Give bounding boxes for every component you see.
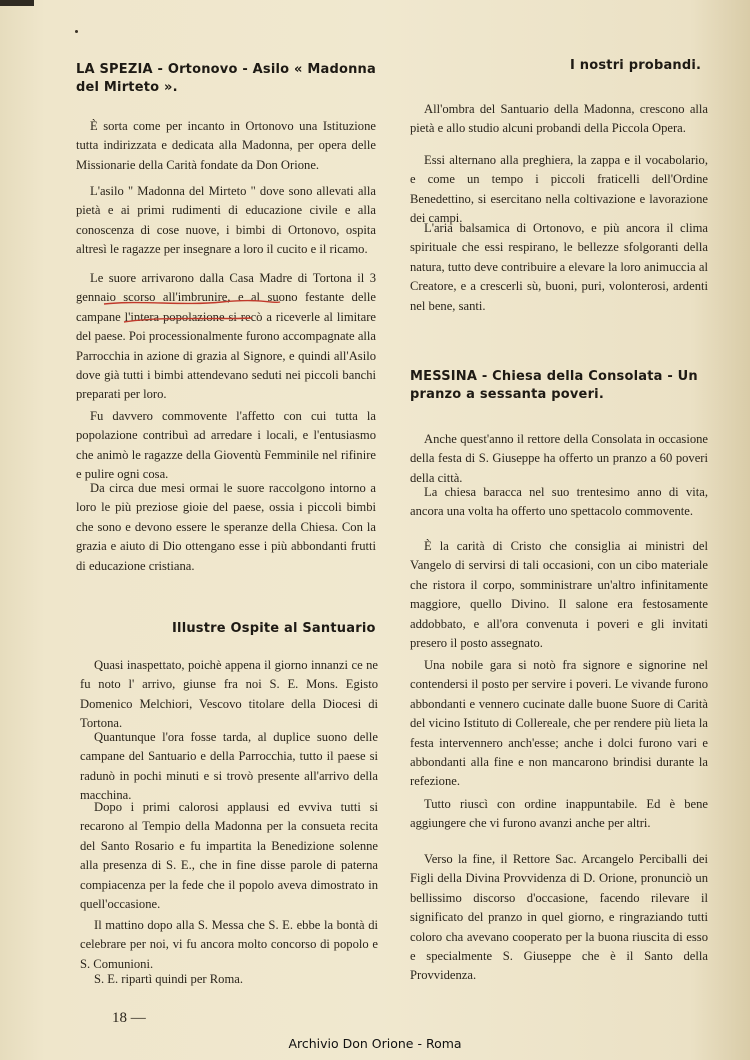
heading-messina: MESSINA - Chiesa della Consolata - Un pranzo a sessanta poveri. [410, 369, 698, 402]
paragraph: All'ombra del Santuario della Madonna, crescono alla pietà e allo studio alcuni probandi della Piccola Opera. [410, 102, 708, 136]
paragraph: Anche quest'anno il rettore della Consolata in occasione della festa di S. Giuseppe ha offerto un pranzo a 60 poveri della città. [410, 432, 708, 485]
paragraph: Tutto riuscì con ordine inappuntabile. Ed è bene aggiungere che vi furono avanzi anche per altri. [410, 797, 708, 831]
heading-nostri-probandi: I nostri probandi. [570, 58, 702, 73]
archive-footer: Archivio Don Orione - Roma [288, 1036, 462, 1051]
paragraph: Da circa due mesi ormai le suore raccolgono intorno a loro le più preziose gioie del paese, ossia i piccoli bimbi che sono e devono essere le speranze della Chiesa. Con la grazia e aiuto di Dio ottengano esse i più abbondanti frutti di educazione cristiana. [76, 481, 376, 573]
page-number: 18 — [112, 1010, 146, 1026]
paragraph: Quantunque l'ora fosse tarda, al duplice suono delle campane del Santuario e della Parrocchia, tutto il paese si radunò in pochi minuti e si trovò presente all'arrivo della macchina. [80, 730, 378, 803]
paragraph: Quasi inaspettato, poichè appena il giorno innanzi ce ne fu noto l' arrivo, giunse fra noi S. E. Mons. Egisto Domenico Melchiori, Vescovo titolare della Diocesi di Tortona. [80, 658, 378, 731]
paragraph: L'aria balsamica di Ortonovo, e più ancora il clima spirituale che essi respirano, le bellezze sfolgoranti della natura, tutto deve contribuire a elevare la loro animuccia al Creatore, e a crescerli sù, buoni, puri, volonterosi, ardenti nel bene, santi. [410, 221, 708, 313]
paragraph: La chiesa baracca nel suo trentesimo anno di vita, ancora una volta ha offerto uno spettacolo commovente. [410, 485, 708, 519]
paragraph: Le suore arrivarono dalla Casa Madre di Tortona il 3 gennaio scorso all'imbrunire, e al suono festante delle campane l'intera popolazione si recò a riceverle al limitare del paese. Poi processionalmente furono accompagnate alla Parrocchia in azione di grazia al Signore, e quindi all'Asilo dove già tutti i bimbi attendevano seduti nei piccoli banchi preparati per loro. [76, 271, 376, 402]
paragraph: Il mattino dopo alla S. Messa che S. E. ebbe la bontà di celebrare per noi, vi fu ancora molto concorso di popolo e S. Comunioni. [80, 918, 378, 971]
ink-dot [75, 30, 78, 33]
red-annotation-underline [102, 298, 282, 324]
heading-illustre-ospite: Illustre Ospite al Santuario [172, 621, 376, 636]
paragraph: È sorta come per incanto in Ortonovo una Istituzione tutta indirizzata e dedicata alla Madonna, per opera delle Missionarie della Carità fondate da Don Orione. [76, 119, 376, 172]
paragraph: È la carità di Cristo che consiglia ai ministri del Vangelo di servirsi di tali occasioni, con un cibo materiale che ristora il corpo, somministrare un'altro infinitamente maggiore, quello Divino. Il salone era festosamente addobbato, e all'ora convenuta i poveri e gli invitati presero il posto assegnato. [410, 539, 708, 651]
paragraph: Verso la fine, il Rettore Sac. Arcangelo Perciballi dei Figli della Divina Provvidenza di D. Orione, pronunciò un bellissimo discorso d'occasione, facendo rilevare il significato del pranzo in quel giorno, e ringraziando tutti coloro cha avevano cooperato per la buona riuscita di esso e specialmente S. Giuseppe che è il Santo della Provvidenza. [410, 852, 708, 983]
paragraph: Una nobile gara si notò fra signore e signorine nel contendersi il posto per servire i poveri. Le vivande furono abbondanti e vennero cucinate dalle buone Suore di Carità del vicino Istituto di Collereale, che per rendere più lieta la festa intervennero anch'esse; anche i dolci furono vari e abbondanti alla fine e non mancarono brindisi durante la refezione. [410, 658, 708, 789]
paragraph: L'asilo " Madonna del Mirteto " dove sono allevati alla pietà e ai primi rudimenti di educazione civile e alla conoscenza di cose nuove, i bimbi di Ortonovo, ospita altresì le ragazze per insegnare a loro il cucito e il ricamo. [76, 184, 376, 257]
paragraph: Fu davvero commovente l'affetto con cui tutta la popolazione contribuì ad arredare i locali, e l'entusiasmo che animò le ragazze della Gioventù Femminile nel rifinire e pulire ogni cosa. [76, 409, 376, 482]
paragraph: S. E. ripartì quindi per Roma. [94, 972, 244, 986]
heading-la-spezia: LA SPEZIA - Ortonovo - Asilo « Madonna del Mirteto ». [76, 62, 376, 95]
page-corner-mark [0, 0, 34, 6]
paragraph: Dopo i primi calorosi applausi ed evviva tutti si recarono al Tempio della Madonna per la consueta recita del Santo Rosario e fu impartita la Benedizione solenne alla presenza di S. E., che in fine disse parole di paterna compiacenza per la fede che il popolo aveva dimostrato in quell'occasione. [80, 800, 378, 912]
paragraph: Essi alternano alla preghiera, la zappa e il vocabolario, e come un tempo i piccoli fraticelli dell'Ordine Benedettino, si esercitano nella coltivazione e lavorazione dei campi. [410, 153, 708, 226]
